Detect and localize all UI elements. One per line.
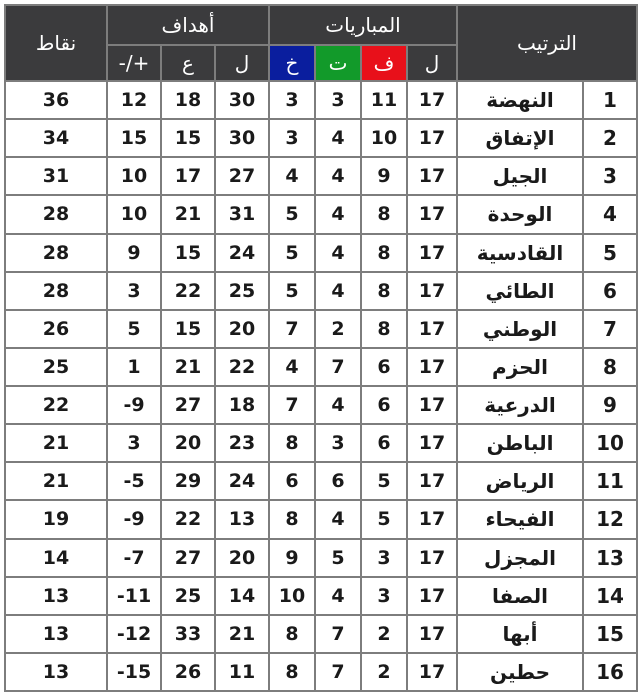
lost-cell: 4 bbox=[269, 157, 315, 195]
points-cell: 34 bbox=[5, 119, 107, 157]
rank-cell: 6 bbox=[583, 272, 637, 310]
drawn-cell: 4 bbox=[315, 234, 361, 272]
team-name-cell: الإتفاق bbox=[457, 119, 583, 157]
team-name-cell: المجزل bbox=[457, 539, 583, 577]
goals-against-cell: 27 bbox=[161, 539, 215, 577]
goals-against-cell: 29 bbox=[161, 462, 215, 500]
points-cell: 26 bbox=[5, 310, 107, 348]
won-cell: 9 bbox=[361, 157, 407, 195]
goals-for-cell: 24 bbox=[215, 234, 269, 272]
rank-cell: 15 bbox=[583, 615, 637, 653]
rank-cell: 4 bbox=[583, 195, 637, 233]
won-cell: 10 bbox=[361, 119, 407, 157]
drawn-cell: 4 bbox=[315, 157, 361, 195]
drawn-cell: 4 bbox=[315, 272, 361, 310]
goal-diff-cell: 9- bbox=[107, 500, 161, 538]
lost-cell: 8 bbox=[269, 500, 315, 538]
goal-diff-cell: 9- bbox=[107, 386, 161, 424]
goals-for-cell: 13 bbox=[215, 500, 269, 538]
drawn-cell: 4 bbox=[315, 119, 361, 157]
won-cell: 5 bbox=[361, 500, 407, 538]
rank-cell: 13 bbox=[583, 539, 637, 577]
lost-cell: 8 bbox=[269, 424, 315, 462]
rank-cell: 12 bbox=[583, 500, 637, 538]
team-name-cell: الوحدة bbox=[457, 195, 583, 233]
goal-diff-cell: 5 bbox=[107, 310, 161, 348]
goal-diff-cell: 7- bbox=[107, 539, 161, 577]
goals-against-cell: 27 bbox=[161, 386, 215, 424]
rank-cell: 10 bbox=[583, 424, 637, 462]
played-cell: 17 bbox=[407, 348, 457, 386]
table-row bbox=[5, 234, 637, 272]
rank-cell: 14 bbox=[583, 577, 637, 615]
played-cell: 17 bbox=[407, 577, 457, 615]
table-header bbox=[5, 5, 637, 81]
lost-cell: 6 bbox=[269, 462, 315, 500]
header-goals-for: ل bbox=[215, 45, 269, 81]
team-name-cell: الجيل bbox=[457, 157, 583, 195]
played-cell: 17 bbox=[407, 653, 457, 691]
points-cell: 19 bbox=[5, 500, 107, 538]
goals-against-cell: 17 bbox=[161, 157, 215, 195]
header-won: ف bbox=[361, 45, 407, 81]
header-played: ل bbox=[407, 45, 457, 81]
team-name-cell: الفيحاء bbox=[457, 500, 583, 538]
points-cell: 13 bbox=[5, 615, 107, 653]
team-name-cell: النهضة bbox=[457, 81, 583, 119]
lost-cell: 7 bbox=[269, 386, 315, 424]
drawn-cell: 4 bbox=[315, 500, 361, 538]
goals-for-cell: 21 bbox=[215, 615, 269, 653]
table-row bbox=[5, 539, 637, 577]
played-cell: 17 bbox=[407, 310, 457, 348]
drawn-cell: 7 bbox=[315, 348, 361, 386]
won-cell: 5 bbox=[361, 462, 407, 500]
goals-for-cell: 23 bbox=[215, 424, 269, 462]
goals-against-cell: 21 bbox=[161, 195, 215, 233]
points-cell: 28 bbox=[5, 195, 107, 233]
header-goal-diff: +/- bbox=[107, 45, 161, 81]
table-row bbox=[5, 615, 637, 653]
team-name-cell: الدرعية bbox=[457, 386, 583, 424]
points-cell: 28 bbox=[5, 234, 107, 272]
table-row bbox=[5, 310, 637, 348]
goals-for-cell: 18 bbox=[215, 386, 269, 424]
points-cell: 13 bbox=[5, 653, 107, 691]
won-cell: 6 bbox=[361, 386, 407, 424]
lost-cell: 5 bbox=[269, 272, 315, 310]
table-row bbox=[5, 577, 637, 615]
lost-cell: 10 bbox=[269, 577, 315, 615]
goals-against-cell: 15 bbox=[161, 119, 215, 157]
table-row bbox=[5, 272, 637, 310]
drawn-cell: 7 bbox=[315, 653, 361, 691]
goals-against-cell: 25 bbox=[161, 577, 215, 615]
played-cell: 17 bbox=[407, 119, 457, 157]
team-name-cell: الطائي bbox=[457, 272, 583, 310]
goals-for-cell: 14 bbox=[215, 577, 269, 615]
table-row bbox=[5, 462, 637, 500]
goal-diff-cell: 9 bbox=[107, 234, 161, 272]
goals-for-cell: 11 bbox=[215, 653, 269, 691]
drawn-cell: 4 bbox=[315, 577, 361, 615]
rank-cell: 16 bbox=[583, 653, 637, 691]
lost-cell: 7 bbox=[269, 310, 315, 348]
header-goals-group: أهداف bbox=[107, 5, 269, 45]
won-cell: 8 bbox=[361, 234, 407, 272]
drawn-cell: 2 bbox=[315, 310, 361, 348]
won-cell: 6 bbox=[361, 424, 407, 462]
played-cell: 17 bbox=[407, 81, 457, 119]
team-name-cell: القادسية bbox=[457, 234, 583, 272]
points-cell: 31 bbox=[5, 157, 107, 195]
won-cell: 8 bbox=[361, 272, 407, 310]
drawn-cell: 3 bbox=[315, 81, 361, 119]
goal-diff-cell: 15 bbox=[107, 119, 161, 157]
goals-against-cell: 21 bbox=[161, 348, 215, 386]
goals-against-cell: 26 bbox=[161, 653, 215, 691]
goals-for-cell: 20 bbox=[215, 539, 269, 577]
rank-cell: 1 bbox=[583, 81, 637, 119]
table-row bbox=[5, 157, 637, 195]
table-row bbox=[5, 386, 637, 424]
goal-diff-cell: 12 bbox=[107, 81, 161, 119]
drawn-cell: 4 bbox=[315, 195, 361, 233]
drawn-cell: 7 bbox=[315, 615, 361, 653]
header-matches-group: المباريات bbox=[269, 5, 457, 45]
table-row bbox=[5, 653, 637, 691]
lost-cell: 9 bbox=[269, 539, 315, 577]
goals-for-cell: 24 bbox=[215, 462, 269, 500]
header-drawn: ت bbox=[315, 45, 361, 81]
won-cell: 3 bbox=[361, 539, 407, 577]
drawn-cell: 5 bbox=[315, 539, 361, 577]
team-name-cell: حطين bbox=[457, 653, 583, 691]
points-cell: 13 bbox=[5, 577, 107, 615]
lost-cell: 8 bbox=[269, 615, 315, 653]
won-cell: 6 bbox=[361, 348, 407, 386]
played-cell: 17 bbox=[407, 195, 457, 233]
team-name-cell: الصفا bbox=[457, 577, 583, 615]
points-cell: 28 bbox=[5, 272, 107, 310]
table-row bbox=[5, 81, 637, 119]
goals-for-cell: 20 bbox=[215, 310, 269, 348]
points-cell: 25 bbox=[5, 348, 107, 386]
played-cell: 17 bbox=[407, 500, 457, 538]
played-cell: 17 bbox=[407, 234, 457, 272]
goal-diff-cell: 10 bbox=[107, 157, 161, 195]
team-name-cell: الحزم bbox=[457, 348, 583, 386]
table-row bbox=[5, 119, 637, 157]
team-name-cell: أبها bbox=[457, 615, 583, 653]
goal-diff-cell: 3 bbox=[107, 272, 161, 310]
goals-against-cell: 15 bbox=[161, 234, 215, 272]
lost-cell: 5 bbox=[269, 234, 315, 272]
won-cell: 8 bbox=[361, 195, 407, 233]
rank-cell: 7 bbox=[583, 310, 637, 348]
lost-cell: 5 bbox=[269, 195, 315, 233]
league-standings-table bbox=[4, 4, 638, 692]
header-rank-group: الترتيب bbox=[457, 5, 637, 81]
played-cell: 17 bbox=[407, 157, 457, 195]
goal-diff-cell: 10 bbox=[107, 195, 161, 233]
table-row bbox=[5, 424, 637, 462]
lost-cell: 3 bbox=[269, 119, 315, 157]
won-cell: 3 bbox=[361, 577, 407, 615]
played-cell: 17 bbox=[407, 615, 457, 653]
points-cell: 36 bbox=[5, 81, 107, 119]
goals-for-cell: 25 bbox=[215, 272, 269, 310]
goals-against-cell: 20 bbox=[161, 424, 215, 462]
drawn-cell: 3 bbox=[315, 424, 361, 462]
played-cell: 17 bbox=[407, 386, 457, 424]
goal-diff-cell: 3 bbox=[107, 424, 161, 462]
team-name-cell: الرياض bbox=[457, 462, 583, 500]
points-cell: 21 bbox=[5, 462, 107, 500]
won-cell: 2 bbox=[361, 615, 407, 653]
lost-cell: 4 bbox=[269, 348, 315, 386]
points-cell: 22 bbox=[5, 386, 107, 424]
rank-cell: 3 bbox=[583, 157, 637, 195]
rank-cell: 9 bbox=[583, 386, 637, 424]
goals-against-cell: 33 bbox=[161, 615, 215, 653]
rank-cell: 2 bbox=[583, 119, 637, 157]
header-lost: خ bbox=[269, 45, 315, 81]
goals-against-cell: 15 bbox=[161, 310, 215, 348]
won-cell: 8 bbox=[361, 310, 407, 348]
table-row bbox=[5, 348, 637, 386]
goals-for-cell: 31 bbox=[215, 195, 269, 233]
goals-for-cell: 30 bbox=[215, 81, 269, 119]
drawn-cell: 6 bbox=[315, 462, 361, 500]
points-cell: 14 bbox=[5, 539, 107, 577]
lost-cell: 8 bbox=[269, 653, 315, 691]
goal-diff-cell: 15- bbox=[107, 653, 161, 691]
drawn-cell: 4 bbox=[315, 386, 361, 424]
header-goals-against: ع bbox=[161, 45, 215, 81]
rank-cell: 8 bbox=[583, 348, 637, 386]
goals-for-cell: 30 bbox=[215, 119, 269, 157]
goals-for-cell: 22 bbox=[215, 348, 269, 386]
goals-against-cell: 18 bbox=[161, 81, 215, 119]
won-cell: 11 bbox=[361, 81, 407, 119]
played-cell: 17 bbox=[407, 462, 457, 500]
goal-diff-cell: 1 bbox=[107, 348, 161, 386]
goals-against-cell: 22 bbox=[161, 500, 215, 538]
goals-for-cell: 27 bbox=[215, 157, 269, 195]
played-cell: 17 bbox=[407, 424, 457, 462]
points-cell: 21 bbox=[5, 424, 107, 462]
goal-diff-cell: 5- bbox=[107, 462, 161, 500]
team-name-cell: الباطن bbox=[457, 424, 583, 462]
played-cell: 17 bbox=[407, 539, 457, 577]
goals-against-cell: 22 bbox=[161, 272, 215, 310]
goal-diff-cell: 11- bbox=[107, 577, 161, 615]
played-cell: 17 bbox=[407, 272, 457, 310]
lost-cell: 3 bbox=[269, 81, 315, 119]
header-points: نقاط bbox=[5, 5, 107, 81]
table-row bbox=[5, 500, 637, 538]
rank-cell: 5 bbox=[583, 234, 637, 272]
table-row bbox=[5, 195, 637, 233]
goal-diff-cell: 12- bbox=[107, 615, 161, 653]
team-name-cell: الوطني bbox=[457, 310, 583, 348]
table-body bbox=[5, 81, 637, 691]
won-cell: 2 bbox=[361, 653, 407, 691]
rank-cell: 11 bbox=[583, 462, 637, 500]
